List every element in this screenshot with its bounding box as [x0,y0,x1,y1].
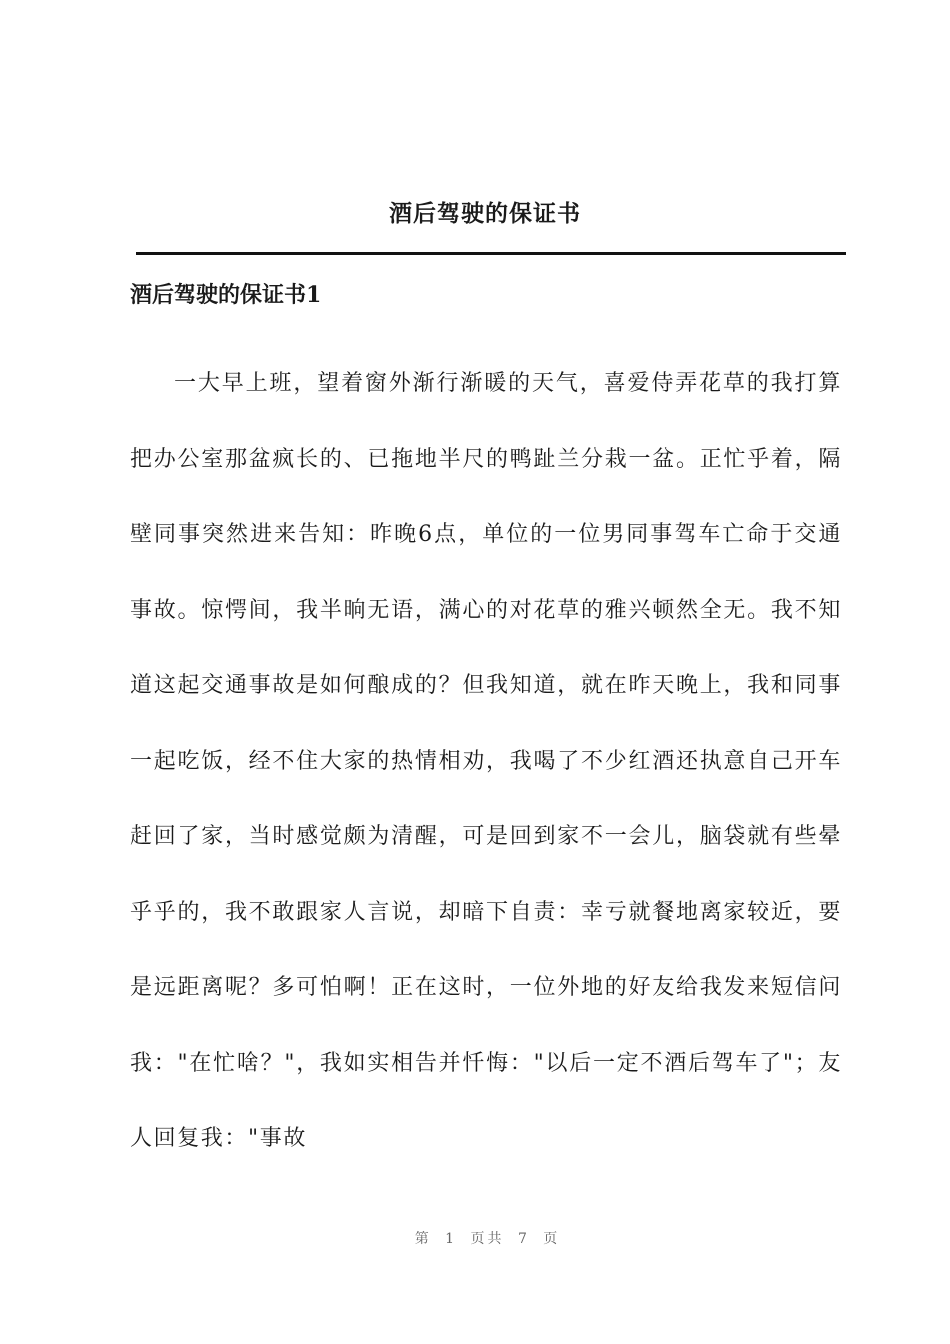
page-footer: 第 1 页共 7 页 [414,1231,561,1247]
title-divider [136,252,846,255]
section-heading: 酒后驾驶的保证书1 [130,282,322,308]
page-title: 酒后驾驶的保证书 [389,200,581,227]
body-paragraph: 一大早上班，望着窗外渐行渐暖的天气，喜爱侍弄花草的我打算把办公室那盆疯长的、已拖地半尺的鸭趾兰分栽一盆。正忙乎着，隔壁同事突然进来告知：昨晚6点，单位的一位男同事驾车亡命于交通事故。惊愕间，我半晌无语，满心的对花草的雅兴顿然全无。我不知道这起交通事故是如何酿成的？但我知道，就在昨天晚上，我和同事一起吃饭，经不住大家的热情相劝，我喝了不少红酒还执意自己开车赶回了家，当时感觉颇为清醒，可是回到家不一会儿，脑袋就有些晕乎乎的，我不敢跟家人言说，却暗下自责：幸亏就餐地离家较近，要是远距离呢？多可怕啊！正在这时，一位外地的好友给我发来短信问我："在忙啥？"，我如实相告并忏悔："以后一定不酒后驾车了"；友人回复我："事故 [130,371,842,1151]
